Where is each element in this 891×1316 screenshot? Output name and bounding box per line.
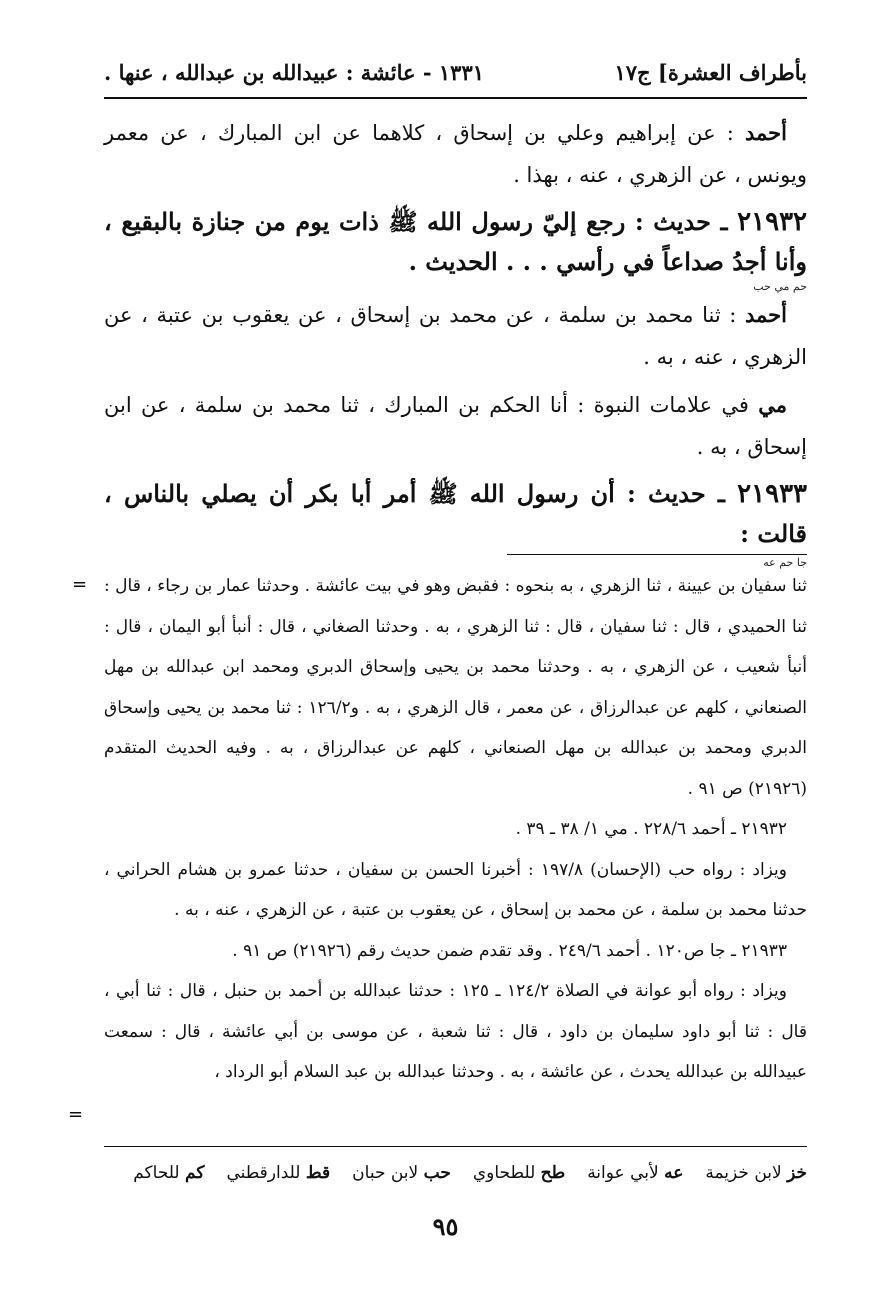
- footnote-continuation: ثنا سفيان بن عيينة ، ثنا الزهري ، به بنحوه : فقبض وهو في بيت عائشة . وحدثنا عمار بن رجاء ، قال : ثنا الحميدي ، قال : ثنا سفيان ، قال : ثنا الزهري ، به . وحدثنا الصغاني ، قال : أنبأ أبو اليمان ، قال : أنبأ شعيب ، عن الزهري ، به . وحدثنا محمد بن يحيى وإسحاق الدبري ومحمد ابن عبدالله بن مهل الصنعاني ، كلهم عن عبدالرزاق ، عن معمر ، قال الزهري ، به . و١٢٦/٢ : ثنا محمد بن يحيى وإسحاق الدبري ومحمد بن عبدالله بن مهل الصنعاني ، كلهم عن عبدالرزاق ، به . وفيه الحديث المتقدم (٢١٩٢٦) ص ٩١ .: [104, 576, 807, 799]
- footnote-divider: [507, 554, 807, 555]
- footnote-21932: ٢١٩٣٢ ـ أحمد ٢٢٨/٦ . مي ١/ ٣٨ ـ ٣٩ .: [515, 819, 787, 839]
- source-abbr: أحمد: [745, 120, 787, 145]
- legend-item: [705, 1156, 807, 1190]
- running-header: [104, 52, 807, 92]
- legend-item: [226, 1156, 330, 1190]
- paragraph-ahmad-2: [104, 294, 807, 378]
- legend-item: [352, 1156, 451, 1190]
- legend-abbr: قط: [305, 1163, 331, 1183]
- header-section-title: ١٣٣١ - عائشة : عبيدالله بن عبدالله ، عنها .: [104, 59, 485, 85]
- paragraph-text: : ثنا محمد بن سلمة ، عن محمد بن إسحاق ، عن يعقوب بن عتبة ، عن الزهري ، عنه ، به .: [104, 303, 807, 369]
- legend-abbr: طح: [540, 1163, 566, 1183]
- legend-item: [133, 1156, 204, 1190]
- footnote-21933: ٢١٩٣٣ ـ جا ص١٢٠ . أحمد ٢٤٩/٦ . وقد تقدم ضمن حديث رقم (٢١٩٢٦) ص ٩١ .: [232, 940, 787, 961]
- legend-text: لابن حبان: [352, 1163, 419, 1183]
- hadith-number: ٢١٩٣٢: [737, 207, 807, 237]
- legend-text: للحاكم: [133, 1163, 180, 1183]
- legend-abbr: كم: [185, 1163, 205, 1183]
- footnote-addition: ويزاد : رواه أبو عوانة في الصلاة ١٢٤/٢ ـ ١٢٥ : حدثنا عبدالله بن أحمد بن حنبل ، قال : ثنا أبي ، قال : ثنا أبو داود سليمان بن داود ، قال : ثنا شعبة ، عن موسى بن أبي عائشة ، قال : سمعت عبيدالله بن عبدالله يحدث ، عن عائشة ، به . وحدثنا عبدالله بن عبد السلام أبو الرداد ،: [104, 981, 807, 1082]
- legend-text: لأبي عوانة: [587, 1163, 659, 1183]
- hadith-21932: [104, 202, 807, 282]
- paragraph-darimi: [104, 384, 807, 468]
- main-text: [104, 112, 807, 576]
- page-number: ٩٥: [432, 1212, 459, 1241]
- continuation-mark: =: [72, 574, 88, 595]
- header-rule: [104, 97, 807, 99]
- legend-text: للدارقطني: [226, 1163, 301, 1183]
- hadith-21933: [104, 474, 807, 554]
- continuation-mark: =: [68, 1104, 84, 1125]
- hadith-text: ـ حديث : رجع إليّ رسول الله ﷺ ذات يوم من جنازة بالبقيع ، وأنا أجدُ صداعاً في رأسي . . . الحديث .: [104, 207, 807, 276]
- paragraph-ahmad-1: [104, 112, 807, 196]
- paragraph-text: : عن إبراهيم وعلي بن إسحاق ، كلاهما عن ابن المبارك ، عن معمر ويونس ، عن الزهري ، عنه ، بهذا .: [104, 121, 807, 187]
- source-abbr: أحمد: [745, 302, 787, 327]
- legend-abbr: خز: [787, 1163, 807, 1183]
- hadith-text: ـ حديث : أن رسول الله ﷺ أمر أبا بكر أن يصلي بالناس ، قالت :: [104, 479, 807, 548]
- legend-item: [473, 1156, 565, 1190]
- abbreviation-legend: [104, 1156, 807, 1190]
- legend-rule: [104, 1146, 807, 1147]
- hadith-sigla: حم مي حب: [753, 280, 807, 293]
- footnote-addition: ويزاد : رواه حب (الإحسان) ١٩٧/٨ : أخبرنا الحسن بن سفيان ، حدثنا عمرو بن هشام الحراني ، حدثنا محمد بن سلمة ، عن محمد بن إسحاق ، عن يعقوب بن عتبة ، عن الزهري ، عنه ، به .: [104, 859, 807, 920]
- paragraph-text: في علامات النبوة : أنا الحكم بن المبارك ، ثنا محمد بن سلمة ، عن ابن إسحاق ، به .: [104, 393, 807, 459]
- source-abbr: مي: [758, 392, 787, 417]
- footnotes: [104, 566, 807, 1093]
- legend-item: [587, 1156, 683, 1190]
- header-volume-title: بأطراف العشرة] ج١٧: [614, 59, 807, 85]
- hadith-number: ٢١٩٣٣: [737, 479, 807, 509]
- hadith-sigla: جا حم عه: [763, 556, 807, 569]
- legend-abbr: عه: [664, 1163, 684, 1183]
- legend-text: لابن خزيمة: [705, 1163, 782, 1183]
- legend-text: للطحاوي: [472, 1163, 536, 1183]
- legend-abbr: حب: [423, 1163, 451, 1183]
